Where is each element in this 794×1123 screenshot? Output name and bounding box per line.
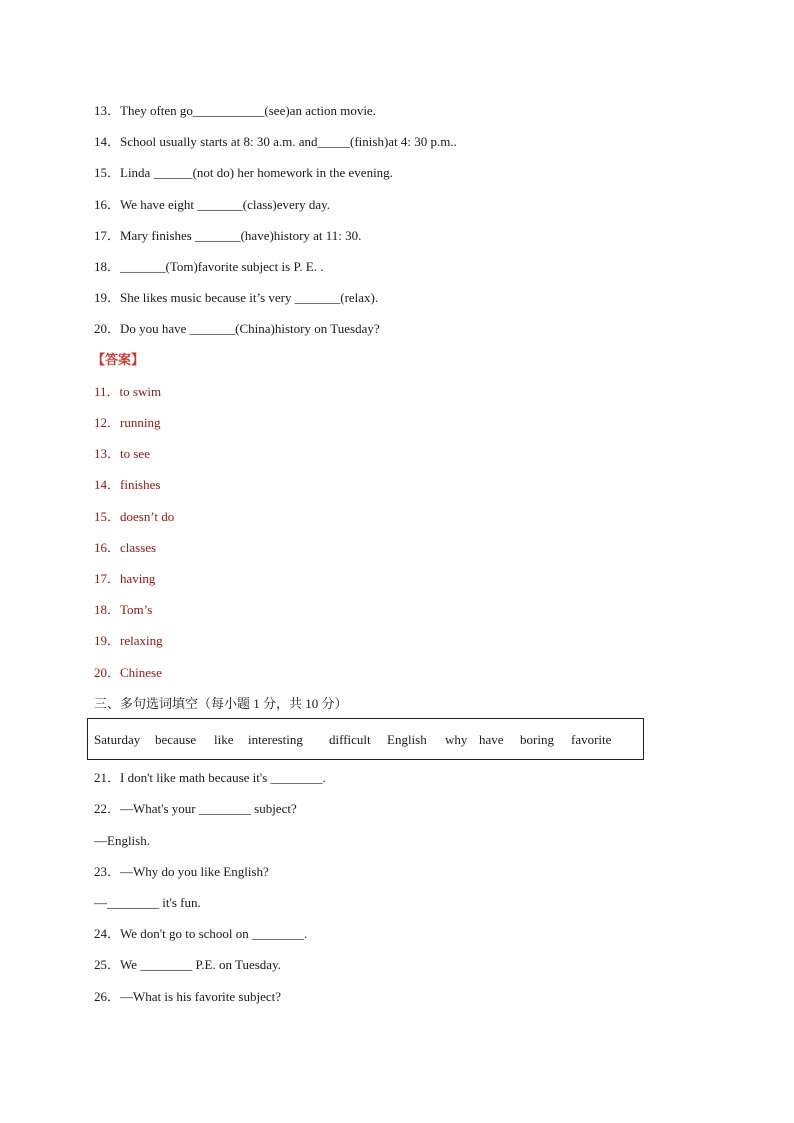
word-bank-item: like [214,732,234,747]
answer-heading: 【答案】 [92,352,145,367]
answer-18: 18．Tom’s [94,602,153,617]
answer-14: 14．finishes [94,477,161,492]
question-18: 18．_______(Tom)favorite subject is P. E. . [94,259,324,274]
answer-12: 12．running [94,415,161,430]
answer-17: 17．having [94,571,156,586]
question-14: 14．School usually starts at 8: 30 a.m. and_____(finish)at 4: 30 p.m.. [94,134,457,149]
question-24: 24．We don't go to school on ________. [94,926,308,941]
answer-19: 19．relaxing [94,633,163,648]
question-21: 21．I don't like math because it's ________. [94,770,326,785]
question-22-reply: —English. [94,833,150,848]
question-20: 20．Do you have _______(China)history on Tuesday? [94,321,380,336]
question-23-reply: —________ it's fun. [94,895,201,910]
word-bank-item: interesting [248,732,303,747]
word-bank-item: have [479,732,504,747]
question-15: 15．Linda ______(not do) her homework in the evening. [94,165,393,180]
word-bank-item: Saturday [94,732,141,747]
question-23: 23．—Why do you like English? [94,864,269,879]
answer-15: 15．doesn’t do [94,509,175,524]
question-13: 13．They often go___________(see)an action movie. [94,103,376,118]
answer-11: 11．to swim [94,384,162,399]
question-19: 19．She likes music because it’s very _______(relax). [94,290,379,305]
section-title: 三、多句选词填空（每小题 1 分，共 10 分） [94,696,348,711]
word-bank-item: why [445,732,468,747]
word-bank-item: because [155,732,197,747]
word-bank-item: favorite [571,732,612,747]
word-bank-item: boring [520,732,554,747]
question-25: 25．We ________ P.E. on Tuesday. [94,957,281,972]
word-bank-item: English [387,732,427,747]
question-17: 17．Mary finishes _______(have)history at 11: 30. [94,228,362,243]
question-22: 22．—What's your ________ subject? [94,801,297,816]
word-bank-item: difficult [329,732,371,747]
answer-16: 16．classes [94,540,157,555]
question-26: 26．—What is his favorite subject? [94,989,282,1004]
answer-20: 20．Chinese [94,665,162,680]
question-16: 16．We have eight _______(class)every day. [94,197,331,212]
answer-13: 13．to see [94,446,150,461]
word-bank-box [87,718,644,760]
